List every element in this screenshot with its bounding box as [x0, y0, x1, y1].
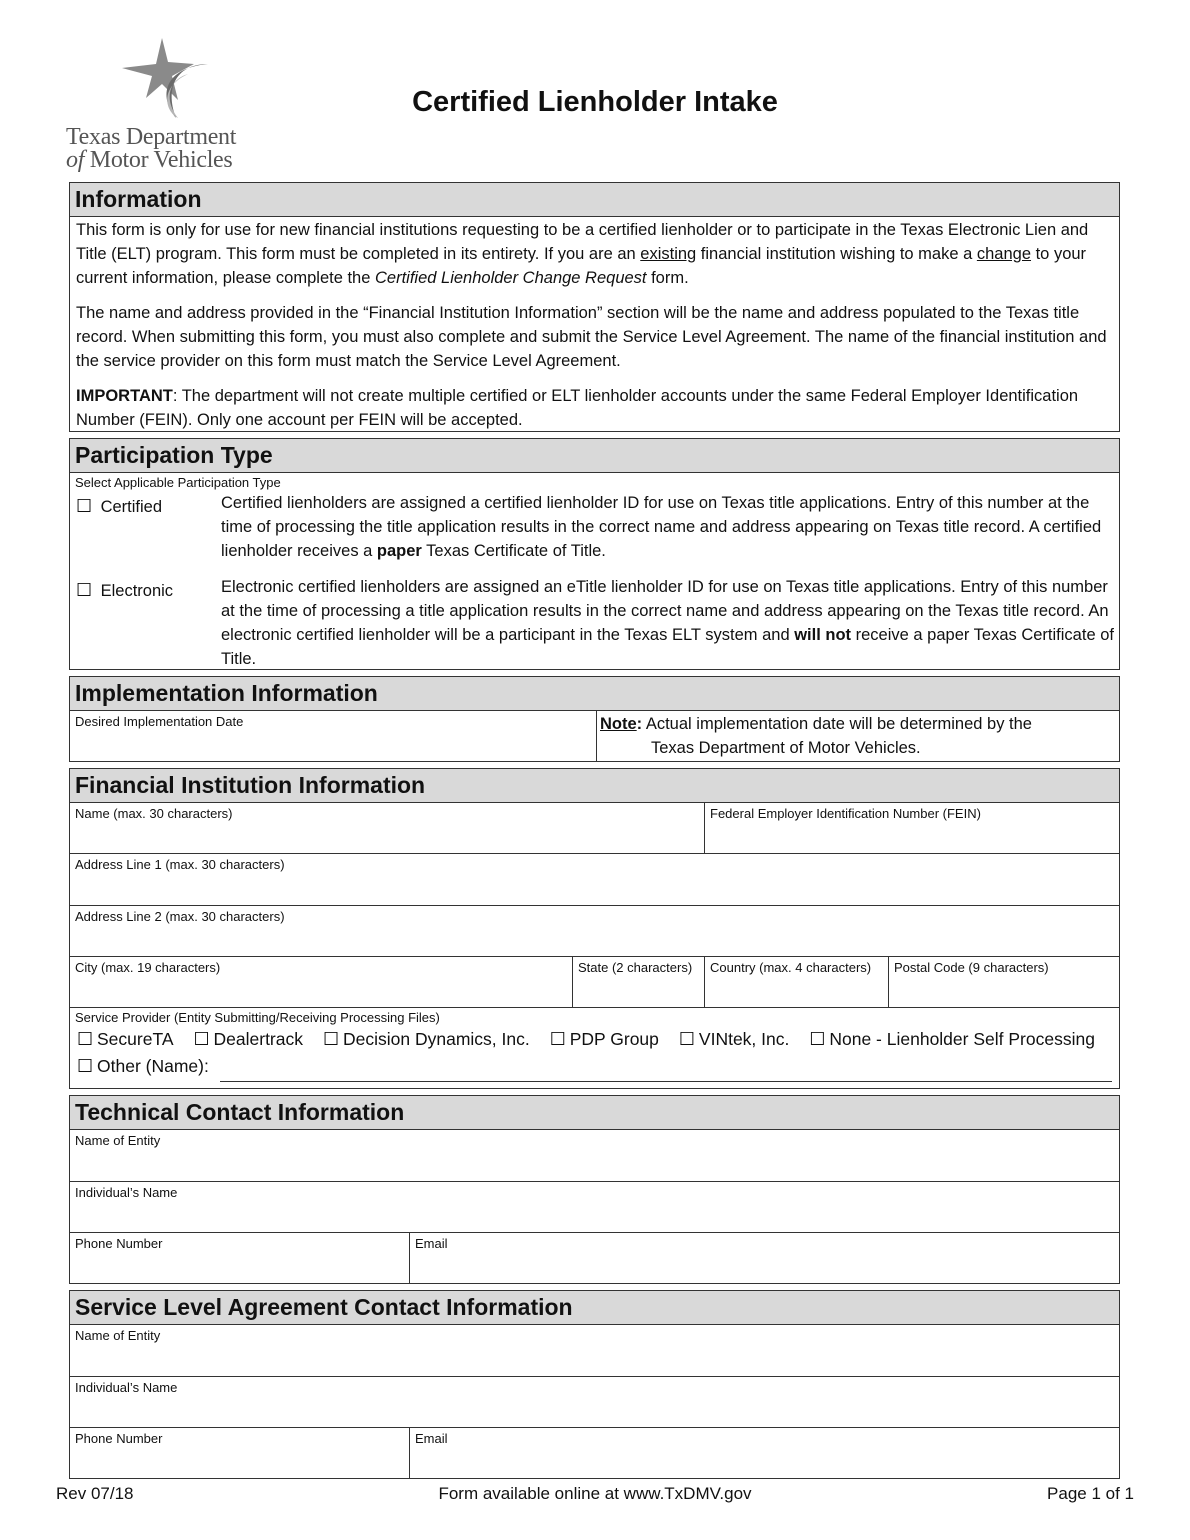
logo-wordmark: [66, 126, 236, 172]
sp-checkbox[interactable]: ☐: [549, 1029, 566, 1049]
implementation-date-field[interactable]: [70, 711, 597, 761]
information-paragraph-1: This form is only for use for new financial institutions requesting to be a certified lienholder or to participate in the Texas Electronic Lien and Title (ELT) program. This form must be completed in its entirety. If you are an existing financial institution wishing to make a change to your current information, please complete the Certified Lienholder Change Request form.: [76, 221, 1089, 287]
sla-email-label: Email: [415, 1431, 448, 1446]
tech-email-label: Email: [415, 1236, 448, 1251]
sp-option-vintek[interactable]: ☐ VINtek, Inc.: [678, 1029, 790, 1049]
tech-email-field[interactable]: [410, 1233, 1119, 1283]
tech-entity-field[interactable]: [70, 1130, 1119, 1182]
participation-heading: Participation Type: [70, 439, 1119, 473]
page-title: Certified Lienholder Intake: [412, 86, 778, 118]
country-label: Country (max. 4 characters): [710, 960, 872, 975]
electronic-option[interactable]: [76, 578, 173, 603]
participation-select-label: Select Applicable Participation Type: [75, 475, 281, 490]
footer-revision: Rev 07/18: [56, 1484, 134, 1503]
country-field[interactable]: [705, 957, 889, 1008]
financial-section: [69, 768, 1120, 1089]
city-label: City (max. 19 characters): [75, 960, 221, 975]
address-line-2-field[interactable]: [70, 906, 1119, 957]
sp-checkbox[interactable]: ☐: [193, 1029, 210, 1049]
state-field[interactable]: [573, 957, 705, 1008]
tech-phone-label: Phone Number: [75, 1236, 163, 1251]
tech-individual-label: Individual’s Name: [75, 1185, 178, 1200]
technical-heading: Technical Contact Information: [70, 1096, 1119, 1130]
sp-option-dealertrack[interactable]: ☐ Dealertrack: [193, 1029, 303, 1049]
electronic-checkbox[interactable]: ☐: [76, 580, 93, 600]
city-field[interactable]: [70, 957, 573, 1008]
fein-field[interactable]: [705, 803, 1119, 854]
implementation-heading: Implementation Information: [70, 677, 1119, 711]
postal-code-field[interactable]: [889, 957, 1119, 1008]
technical-section: [69, 1095, 1120, 1284]
sp-other-name-input[interactable]: [220, 1081, 1112, 1082]
state-label: State (2 characters): [578, 960, 693, 975]
certified-option[interactable]: [76, 494, 162, 519]
address-line-1-label: Address Line 1 (max. 30 characters): [75, 857, 285, 872]
certified-checkbox[interactable]: ☐: [76, 496, 93, 516]
institution-name-field[interactable]: [70, 803, 705, 854]
sla-entity-field[interactable]: [70, 1325, 1119, 1377]
sla-email-field[interactable]: [410, 1428, 1119, 1478]
sp-option-decision-dynamics[interactable]: ☐ Decision Dynamics, Inc.: [323, 1029, 530, 1049]
sla-heading: Service Level Agreement Contact Information: [70, 1291, 1119, 1325]
tech-entity-label: Name of Entity: [75, 1133, 161, 1148]
logo-of: of: [66, 147, 85, 173]
address-line-1-field[interactable]: [70, 854, 1119, 906]
footer-online: Form available online at www.TxDMV.gov: [438, 1484, 752, 1503]
information-paragraph-2: The name and address provided in the “Financial Institution Information” section will be the name and address populated to the Texas title record. When submitting this form, you must also complete and submit the Service Level Agreement. The name of the financial institution and the service provider on this form must match the Service Level Agreement.: [76, 304, 1107, 370]
postal-code-label: Postal Code (9 characters): [894, 960, 1049, 975]
certified-label: Certified: [100, 498, 163, 516]
implementation-date-label: Desired Implementation Date: [75, 714, 244, 729]
sp-checkbox[interactable]: ☐: [809, 1029, 826, 1049]
footer-page-number: Page 1 of 1: [1047, 1484, 1134, 1503]
sla-section: [69, 1290, 1120, 1479]
information-section: [69, 182, 1120, 432]
tech-phone-field[interactable]: [70, 1233, 410, 1283]
sla-entity-label: Name of Entity: [75, 1328, 161, 1343]
implementation-note: Note: Actual implementation date will be determined by the Texas Department of Motor Vehicles.: [600, 715, 1032, 757]
certified-description: Certified lienholders are assigned a certified lienholder ID for use on Texas title applications. Entry of this number at the time of processing the title application results in the correct name and address appearing on Texas title record. A certified lienholder receives a paper Texas Certificate of Title.: [221, 494, 1102, 560]
sp-checkbox[interactable]: ☐: [678, 1029, 696, 1049]
fein-label: Federal Employer Identification Number (FEIN): [710, 806, 981, 821]
sla-individual-label: Individual’s Name: [75, 1380, 178, 1395]
sp-other-label: Other (Name):: [97, 1056, 209, 1076]
sp-checkbox[interactable]: ☐: [77, 1029, 94, 1049]
sp-option-pdp-group[interactable]: ☐ PDP Group: [549, 1029, 659, 1049]
service-provider-label: Service Provider (Entity Submitting/Receiving Processing Files): [75, 1010, 440, 1025]
sla-phone-field[interactable]: [70, 1428, 410, 1478]
sla-individual-field[interactable]: [70, 1377, 1119, 1428]
sp-checkbox[interactable]: ☐: [323, 1029, 340, 1049]
implementation-section: [69, 676, 1120, 762]
information-heading: Information: [70, 183, 1119, 217]
sp-option-none-self[interactable]: ☐ None - Lienholder Self Processing: [809, 1029, 1095, 1049]
logo-line-1: Texas Department: [66, 124, 237, 150]
institution-name-label: Name (max. 30 characters): [75, 806, 233, 821]
information-paragraph-3: IMPORTANT: The department will not create multiple certified or ELT lienholder accounts under the same Federal Employer Identification Number (FEIN). Only one account per FEIN will be accepted.: [76, 387, 1079, 429]
logo-line-2: Motor Vehicles: [89, 147, 233, 173]
sp-option-securenta[interactable]: ☐ SecureTA: [77, 1029, 174, 1049]
sp-option-other[interactable]: [77, 1056, 209, 1077]
sla-phone-label: Phone Number: [75, 1431, 163, 1446]
service-provider-options: [77, 1029, 1095, 1050]
sp-other-checkbox[interactable]: ☐: [77, 1056, 94, 1076]
electronic-label: Electronic: [100, 582, 174, 600]
address-line-2-label: Address Line 2 (max. 30 characters): [75, 909, 285, 924]
tech-individual-field[interactable]: [70, 1182, 1119, 1233]
electronic-description: Electronic certified lienholders are assigned an eTitle lienholder ID for use on Texas title applications. Entry of this number at the time of processing a title application results in the correct name and address appearing on the Texas title record. An electronic certified lienholder will be a participant in the Texas ELT system and will not receive a paper Texas Certificate of Title.: [221, 578, 1114, 668]
financial-heading: Financial Institution Information: [70, 769, 1119, 803]
participation-section: [69, 438, 1120, 670]
